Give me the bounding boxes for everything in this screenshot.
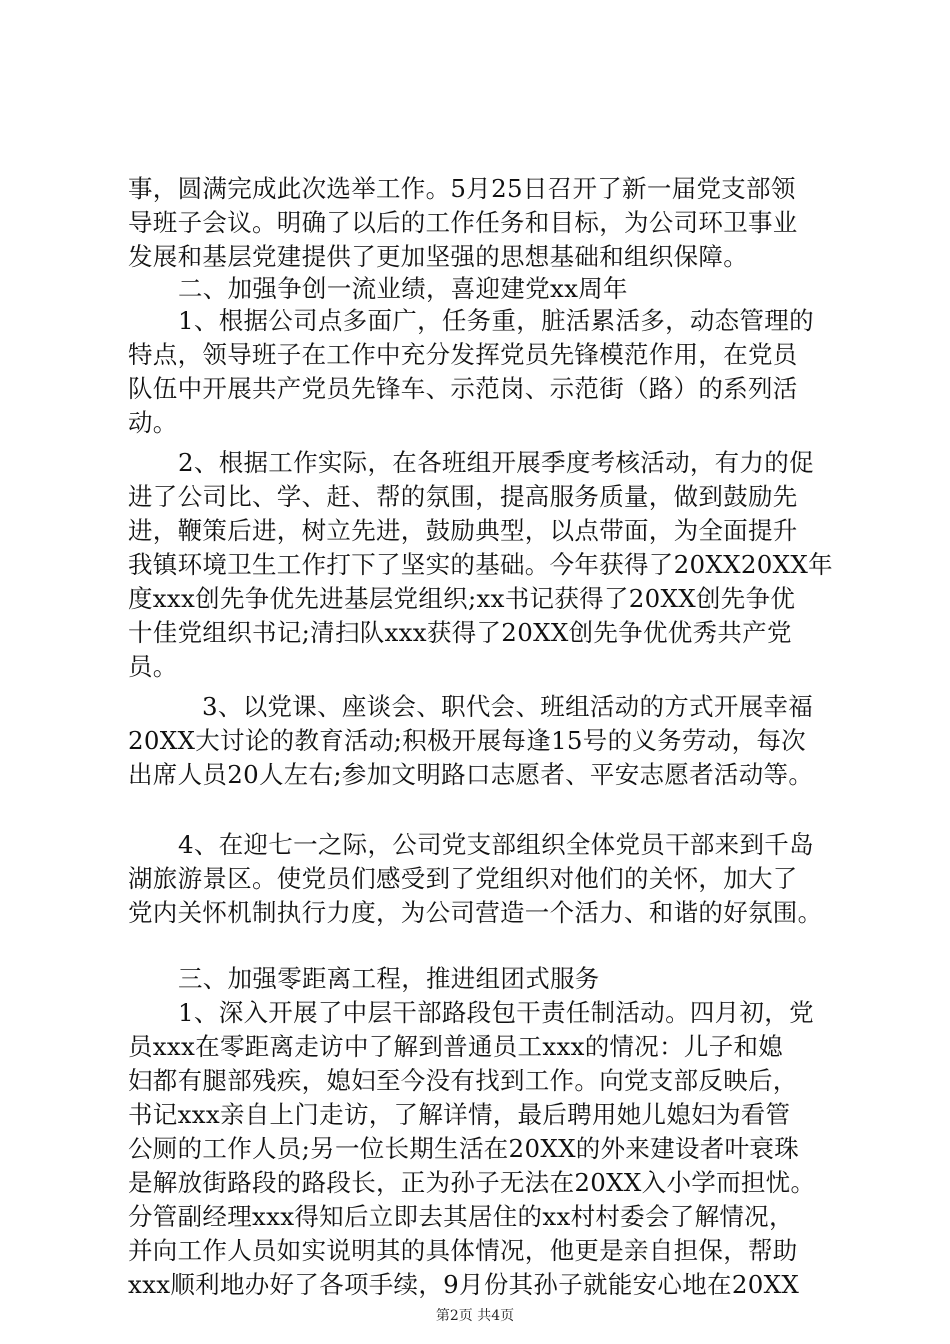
text-line: 1、根据公司点多面广，任务重，脏活累活多，动态管理的 <box>178 306 814 335</box>
text-line: 进，鞭策后进，树立先进，鼓励典型，以点带面，为全面提升 <box>128 516 798 545</box>
text-line: 湖旅游景区。使党员们感受到了党组织对他们的关怀，加大了 <box>128 864 798 893</box>
text-line: 党内关怀机制执行力度，为公司营造一个活力、和谐的好氛围。 <box>128 898 823 927</box>
text-line: 是解放街路段的路段长，正为孙子无法在20XX入小学而担忧。 <box>128 1168 816 1197</box>
text-line: 队伍中开展共产党员先锋车、示范岗、示范街（路）的系列活 <box>128 374 798 403</box>
text-line: 并向工作人员如实说明其的具体情况，他更是亲自担保，帮助 <box>128 1236 798 1265</box>
text-line: 动。 <box>128 408 178 437</box>
text-line: 3、以党课、座谈会、职代会、班组活动的方式开展幸福 <box>202 692 814 721</box>
text-line: 公厕的工作人员;另一位长期生活在20XX的外来建设者叶衰珠 <box>128 1134 800 1163</box>
page-number: 第2页 共4页 <box>435 1308 515 1324</box>
text-line: 发展和基层党建提供了更加坚强的思想基础和组织保障。 <box>128 242 748 271</box>
text-line: 特点，领导班子在工作中充分发挥党员先锋模范作用，在党员 <box>128 340 798 369</box>
text-line: 2、根据工作实际，在各班组开展季度考核活动，有力的促 <box>178 448 814 477</box>
section-heading: 三、加强零距离工程，推进组团式服务 <box>178 964 600 993</box>
text-line: 导班子会议。明确了以后的工作任务和目标，为公司环卫事业 <box>128 208 798 237</box>
text-line: 十佳党组织书记;清扫队xxx获得了20XX创先争优优秀共产党 <box>128 618 792 647</box>
text-line: 妇都有腿部残疾，媳妇至今没有找到工作。向党支部反映后， <box>128 1066 798 1095</box>
text-line: 我镇环境卫生工作打下了坚实的基础。今年获得了20XX20XX年 <box>128 550 833 579</box>
text-line: 出席人员20人左右;参加文明路口志愿者、平安志愿者活动等。 <box>128 760 814 789</box>
text-line: 度xxx创先争优先进基层党组织;xx书记获得了20XX创先争优 <box>128 584 796 613</box>
text-line: 4、在迎七一之际，公司党支部组织全体党员干部来到千岛 <box>178 830 814 859</box>
text-line: 员。 <box>128 652 178 681</box>
text-line: xxx顺利地办好了各项手续，9月份其孙子就能安心地在20XX <box>128 1270 800 1299</box>
text-line: 员xxx在零距离走访中了解到普通员工xxx的情况：儿子和媳 <box>128 1032 784 1061</box>
section-heading: 二、加强争创一流业绩，喜迎建党xx周年 <box>178 274 628 303</box>
text-line: 事，圆满完成此次选举工作。5月25日召开了新一届党支部领 <box>128 174 796 203</box>
text-line: 20XX大讨论的教育活动;积极开展每逢15号的义务劳动，每次 <box>128 726 806 755</box>
text-line: 分管副经理xxx得知后立即去其居住的xx村村委会了解情况， <box>128 1202 794 1231</box>
text-line: 1、深入开展了中层干部路段包干责任制活动。四月初，党 <box>178 998 814 1027</box>
text-line: 书记xxx亲自上门走访，了解详情，最后聘用她儿媳妇为看管 <box>128 1100 791 1129</box>
text-line: 进了公司比、学、赶、帮的氛围，提高服务质量，做到鼓励先 <box>128 482 798 511</box>
